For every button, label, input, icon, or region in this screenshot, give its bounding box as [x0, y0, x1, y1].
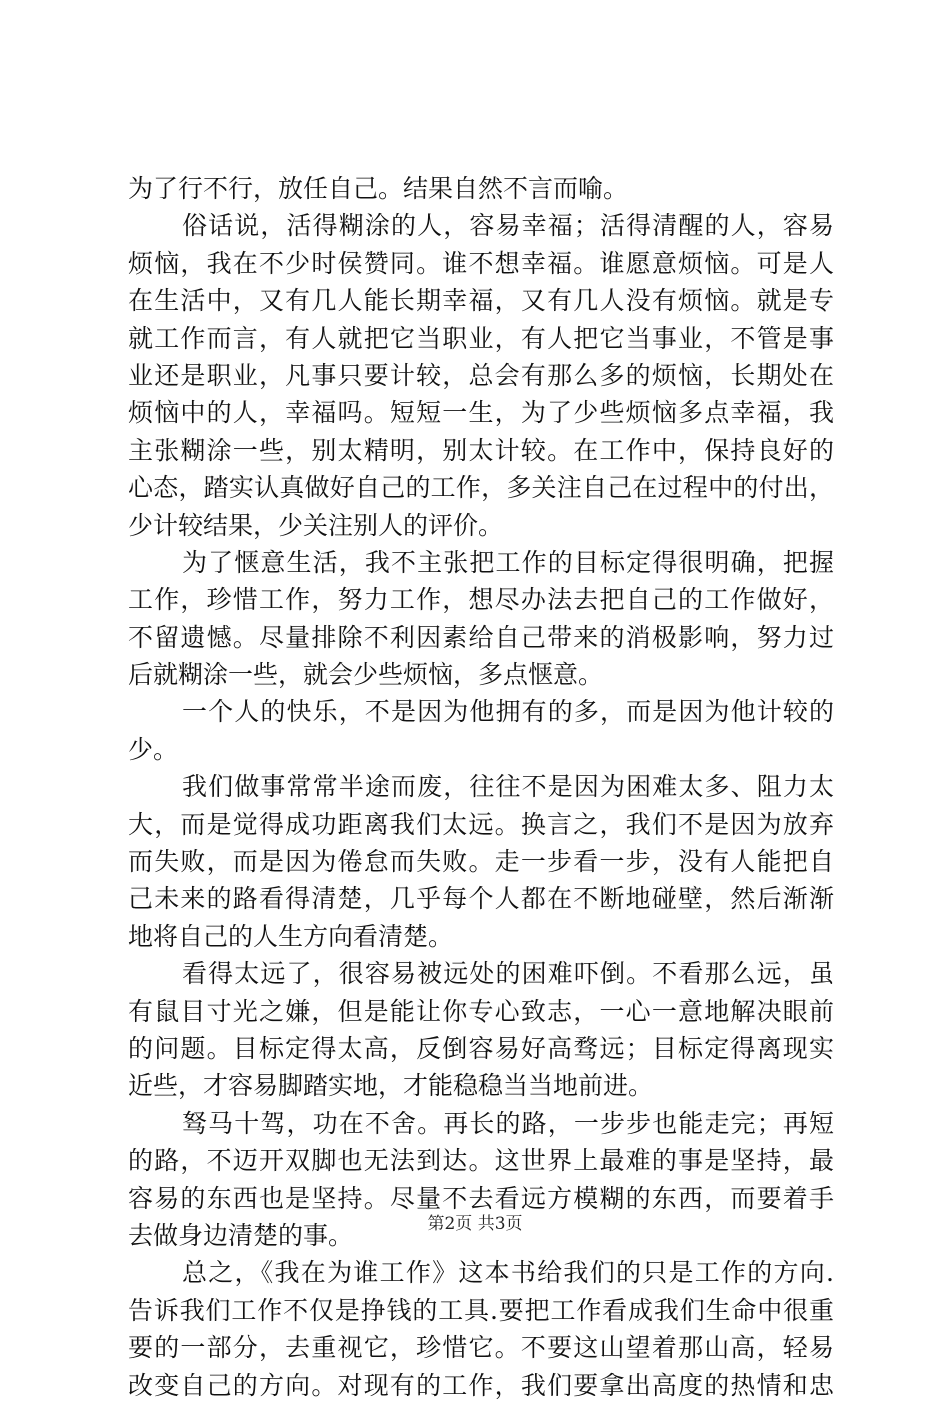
paragraph-line: 心态，踏实认真做好自己的工作，多关注自己在过程中的付出， — [128, 473, 834, 503]
paragraph-line: 的路，不迈开双脚也无法到达。这世界上最难的事是坚持，最 — [128, 1146, 834, 1176]
paragraph-line: 去做身边清楚的事。 — [128, 1220, 354, 1250]
paragraph-line: 少。 — [128, 734, 179, 764]
paragraph-line: 大，而是觉得成功距离我们太远。换言之，我们不是因为放弃 — [128, 809, 834, 839]
paragraph-line: 工作，珍惜工作，努力工作，想尽办法去把自己的工作做好， — [128, 585, 834, 615]
paragraph-line: 烦恼中的人，幸福吗。短短一生，为了少些烦恼多点幸福，我 — [128, 398, 834, 428]
paragraph-line: 主张糊涂一些，别太精明，别太计较。在工作中，保持良好的 — [128, 435, 834, 465]
paragraph — [128, 693, 834, 768]
paragraph-line: 驽马十驾，功在不舍。再长的路，一步步也能走完；再短 — [182, 1108, 834, 1138]
paragraph-line: 一个人的快乐，不是因为他拥有的多，而是因为他计较的 — [182, 697, 834, 727]
paragraph-line: 在生活中，又有几人能长期幸福，又有几人没有烦恼。就是专 — [128, 286, 834, 316]
paragraph-line: 少计较结果，少关注别人的评价。 — [128, 510, 504, 540]
paragraph — [128, 955, 834, 1105]
paragraph-line: 不留遗憾。尽量排除不利因素给自己带来的消极影响，努力过 — [128, 622, 834, 652]
paragraph — [128, 544, 834, 694]
paragraph-line: 总之，《我在为谁工作》这本书给我们的只是工作的方向. — [182, 1258, 834, 1288]
paragraph-line: 改变自己的方向。对现有的工作，我们要拿出高度的热情和忠 — [128, 1370, 834, 1400]
paragraph-line: 容易的东西也是坚持。尽量不去看远方模糊的东西，而要着手 — [128, 1183, 834, 1213]
paragraph — [128, 170, 834, 207]
paragraph-line: 告诉我们工作不仅是挣钱的工具.要把工作看成我们生命中很重 — [128, 1295, 834, 1325]
paragraph-line: 后就糊涂一些，就会少些烦恼，多点惬意。 — [128, 660, 604, 690]
paragraph-line: 业还是职业，凡事只要计较，总会有那么多的烦恼，长期处在 — [128, 360, 834, 390]
paragraph-line: 己未来的路看得清楚，几乎每个人都在不断地碰壁，然后渐渐 — [128, 884, 834, 914]
paragraph — [128, 768, 834, 955]
paragraph — [128, 1254, 834, 1404]
paragraph-line: 有鼠目寸光之嫌，但是能让你专心致志，一心一意地解决眼前 — [128, 996, 834, 1026]
paragraph-line: 看得太远了，很容易被远处的困难吓倒。不看那么远，虽 — [182, 959, 834, 989]
paragraph-line: 地将自己的人生方向看清楚。 — [128, 921, 454, 951]
paragraph-line: 就工作而言，有人就把它当职业，有人把它当事业，不管是事 — [128, 323, 834, 353]
paragraph — [128, 207, 834, 544]
paragraph-line: 我们做事常常半途而废，往往不是因为困难太多、阻力太 — [182, 772, 834, 802]
paragraph-line: 要的一部分，去重视它，珍惜它。不要这山望着那山高，轻易 — [128, 1333, 834, 1363]
paragraph-line: 俗话说，活得糊涂的人，容易幸福；活得清醒的人，容易 — [182, 211, 834, 241]
paragraph-line: 烦恼，我在不少时侯赞同。谁不想幸福。谁愿意烦恼。可是人 — [128, 248, 834, 278]
page-footer: 第2页 共3页 — [427, 1214, 523, 1234]
paragraph-line: 近些，才容易脚踏实地，才能稳稳当当地前进。 — [128, 1071, 654, 1101]
paragraph-line: 为了行不行，放任自己。结果自然不言而喻。 — [128, 174, 629, 203]
paragraph-line: 而失败，而是因为倦怠而失败。走一步看一步，没有人能把自 — [128, 847, 834, 877]
paragraph-line: 的问题。目标定得太高，反倒容易好高骛远；目标定得离现实 — [128, 1033, 834, 1063]
paragraph-line: 为了惬意生活，我不主张把工作的目标定得很明确，把握 — [182, 547, 834, 577]
